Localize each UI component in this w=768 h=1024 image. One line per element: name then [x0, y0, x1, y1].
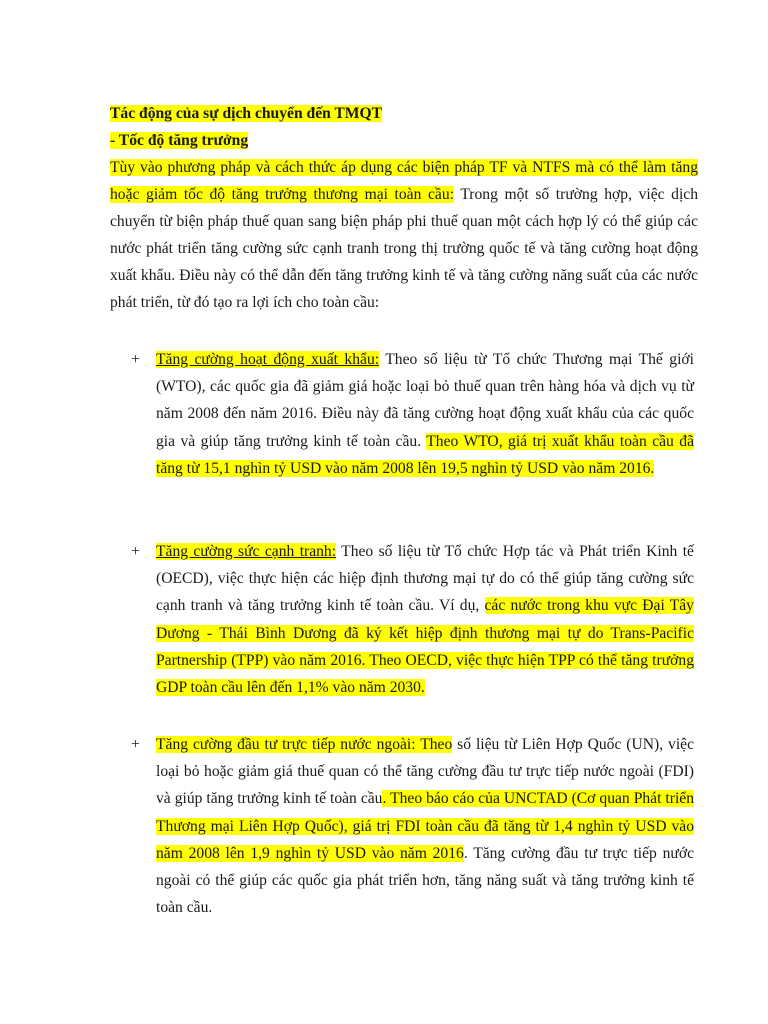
- bullet-marker-3: +: [131, 736, 140, 753]
- bullet-3-lead: Tăng cường đầu tư trực tiếp nước ngoài: Theo: [156, 736, 453, 753]
- bullet-marker-2: +: [131, 543, 140, 560]
- bullet-1-lead: Tăng cường hoạt động xuất khẩu:: [156, 351, 380, 368]
- bullet-2-body: Theo số liệu từ Tổ chức Hợp tác và Phát triển Kinh tế (OECD), việc thực hiện các hiệp định thương mại tự do có thể giúp tăng cường sức cạnh tranh và tăng trưởng kinh tế toàn cầu. Ví dụ,: [156, 543, 694, 615]
- bullet-3-body: số liệu từ Liên Hợp Quốc (UN), việc loại bỏ hoặc giảm giá thuế quan có thể tăng cường đầu tư trực tiếp nước ngoài (FDI) và giúp tăng trưởng kinh tế toàn cầu: [156, 736, 694, 808]
- bullet-3-highlight: . Theo báo cáo của UNCTAD (Cơ quan Phát triển Thương mại Liên Hợp Quốc), giá trị FDI toàn cầu đã tăng từ 1,4 nghìn tỷ USD vào năm 2008 lên 1,9 nghìn tỷ USD vào năm 2016: [156, 790, 694, 862]
- heading-block: [110, 100, 698, 154]
- bullet-3-tail: . Tăng cường đầu tư trực tiếp nước ngoài có thể giúp các quốc gia phát triển hơn, tăng năng suất và tăng trưởng kinh tế toàn cầu.: [156, 844, 694, 917]
- bullet-item-3: [156, 731, 694, 921]
- intro-paragraph: [110, 154, 698, 316]
- bullet-marker-1: +: [131, 351, 140, 368]
- bullet-2-lead: Tăng cường sức cạnh tranh:: [156, 543, 337, 560]
- document-heading: Tác động của sự dịch chuyển đến TMQT: [110, 105, 383, 122]
- bullet-2-highlight: các nước trong khu vực Đại Tây Dương - Thái Bình Dương đã ký kết hiệp định thương mại tự do Trans-Pacific Partnership (TPP) vào năm 2016. Theo OECD, việc thực hiện TPP có thể tăng trưởng GDP toàn cầu lên đến 1,1% vào năm 2030.: [156, 597, 694, 697]
- document-subheading: - Tốc độ tăng trưởng: [110, 132, 249, 149]
- intro-body: Trong một số trường hợp, việc dịch chuyển từ biện pháp thuế quan sang biện pháp phi thuế quan một cách hợp lý có thể giúp các nước phát triển tăng cường sức cạnh tranh trong thị trường quốc tế và tăng cường hoạt động xuất khẩu. Điều này có thể dẫn đến tăng trưởng kinh tế và tăng cường năng suất của các nước phát triển, từ đó tạo ra lợi ích cho toàn cầu:: [110, 186, 698, 311]
- bullet-1-body: Theo số liệu từ Tổ chức Thương mại Thế giới (WTO), các quốc gia đã giảm giá hoặc loại bỏ thuế quan trên hàng hóa và dịch vụ từ năm 2008 đến năm 2016. Điều này đã tăng cường hoạt động xuất khẩu của các quốc gia và giúp tăng trưởng kinh tế toàn cầu.: [156, 351, 694, 450]
- intro-highlight: Tùy vào phương pháp và cách thức áp dụng các biện pháp TF và NTFS mà có thể làm tăng hoặc giảm tốc độ tăng trưởng thương mại toàn cầu:: [110, 159, 698, 203]
- bullet-item-1: [156, 346, 694, 482]
- bullet-item-2: [156, 538, 694, 701]
- bullet-1-highlight: Theo WTO, giá trị xuất khẩu toàn cầu đã tăng từ 15,1 nghìn tỷ USD vào năm 2008 lên 19,5 nghìn tỷ USD vào năm 2016.: [156, 432, 694, 477]
